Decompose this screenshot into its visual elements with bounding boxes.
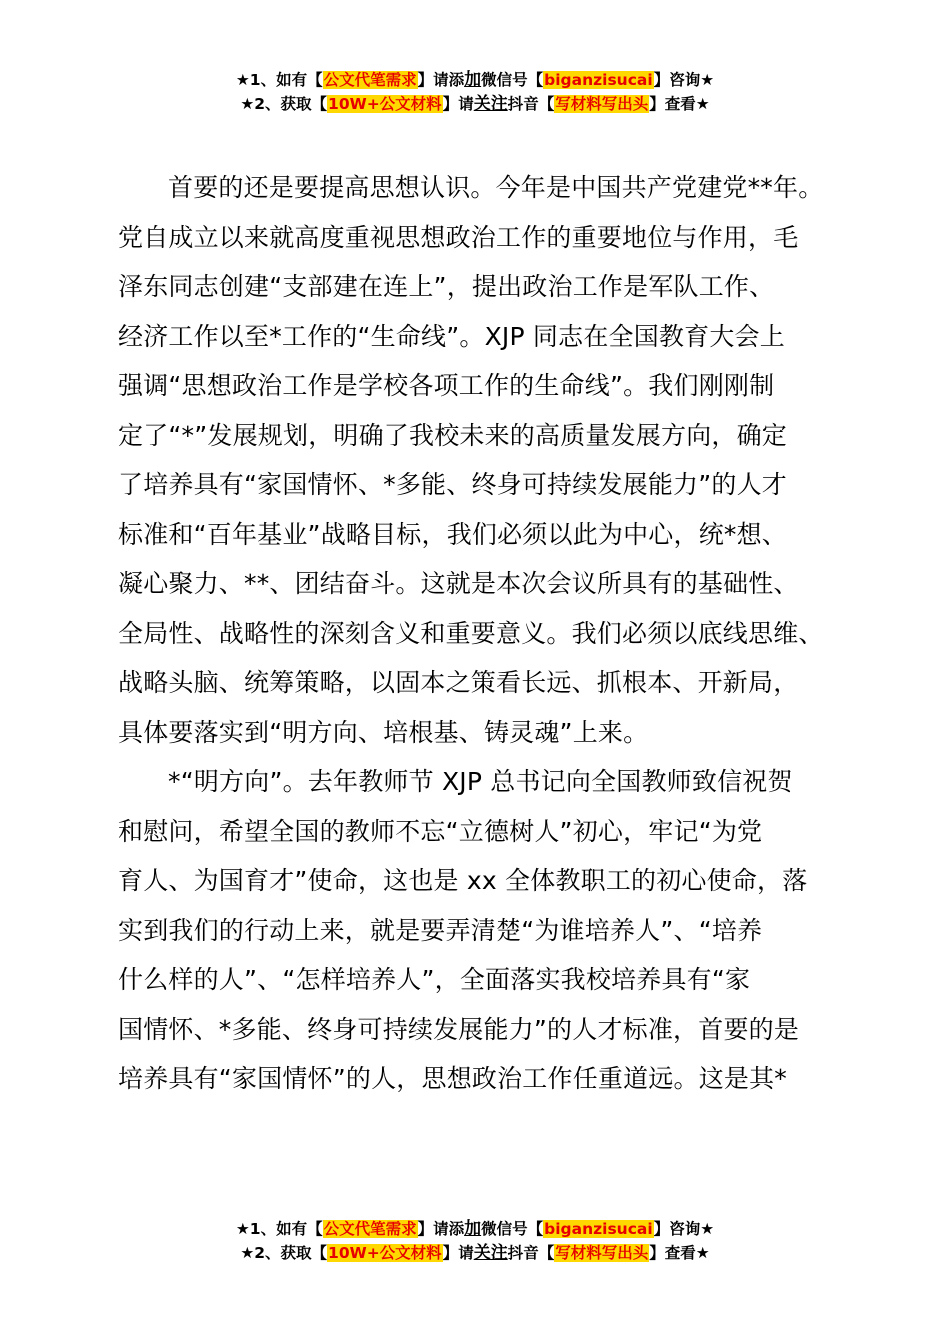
banner-prefix: ★2、获取【 [240,1244,328,1262]
banner-highlight-materials: 10W+公文材料 [328,95,442,113]
banner-emphasis: 关注 [473,1243,508,1263]
text-line: 凝心聚力、**、团结奋斗。这就是本次会议所具有的基础性、 [118,569,799,598]
banner-text: 微信号【 [481,71,544,89]
text-line: 战略头脑、统筹策略，以固本之策看长远、抓根本、开新局， [118,668,799,697]
text-line: 泽东同志创建“支部建在连上”，提出政治工作是军队工作、 [118,272,775,301]
banner-text: 抖音【 [507,1244,555,1262]
banner-text: 抖音【 [507,95,555,113]
banner-highlight-materials: 10W+公文材料 [328,1244,442,1262]
banner-suffix: 】查看★ [649,1244,710,1262]
banner-highlight-service: 公文代笔需求 [323,1220,417,1238]
text-line: 具体要落实到“明方向、培根基、铸灵魂”上来。 [118,717,649,747]
banner-suffix: 】查看★ [649,95,710,113]
text-line: 育人、为国育才”使命，这也是 xx 全体教职工的初心使命，落 [118,866,808,895]
text-line: 了培养具有“家国情怀、*多能、终身可持续发展能力”的人才 [118,470,788,499]
banner-text: 】请添 [417,71,465,89]
text-line: 经济工作以至*工作的“生命线”。XJP 同志在全国教育大会上 [118,321,785,351]
banner-line-1 [0,68,950,92]
banner-emphasis: 加 [464,70,482,90]
banner-highlight-wechat-id: biganzisucai [544,1220,653,1238]
header-banner [0,68,950,116]
footer-banner [0,1217,950,1265]
text-line: 全局性、战略性的深刻含义和重要意义。我们必须以底线思维、 [118,618,824,648]
banner-suffix: 】咨询★ [653,1220,715,1238]
banner-line-1 [0,1217,950,1241]
banner-highlight-service: 公文代笔需求 [323,71,417,89]
banner-highlight-wechat-id: biganzisucai [544,71,653,89]
text-line: 强调“思想政治工作是学校各项工作的生命线”。我们刚刚制 [118,371,775,400]
banner-prefix: ★1、如有【 [235,71,323,89]
text-line: *“明方向”。去年教师节 XJP 总书记向全国教师致信祝贺 [168,767,793,796]
banner-text: 】请 [442,95,474,113]
text-line: 国情怀、*多能、终身可持续发展能力”的人才标准，首要的是 [118,1014,800,1044]
banner-prefix: ★2、获取【 [240,95,328,113]
banner-highlight-douyin: 写材料写出头 [555,95,649,113]
text-line: 和慰问，希望全国的教师不忘“立德树人”初心，牢记“为党 [118,816,763,846]
text-line: 党自成立以来就高度重视思想政治工作的重要地位与作用，毛 [118,222,799,252]
banner-emphasis: 加 [464,1219,482,1239]
banner-prefix: ★1、如有【 [235,1220,323,1238]
banner-suffix: 】咨询★ [653,71,715,89]
banner-emphasis: 关注 [473,94,508,114]
banner-line-2 [0,92,950,116]
text-line: 标准和“百年基业”战略目标，我们必须以此为中心，统*想、 [118,519,788,549]
text-line: 定了“*”发展规划，明确了我校未来的高质量发展方向，确定 [118,420,788,450]
text-line: 首要的还是要提高思想认识。今年是中国共产党建党**年。 [168,173,824,202]
text-line: 什么样的人”、“怎样培养人”，全面落实我校培养具有“家 [118,965,751,994]
paragraph-2 [118,757,838,1104]
paragraph-1 [118,163,838,757]
banner-line-2 [0,1241,950,1265]
banner-text: 】请添 [417,1220,465,1238]
banner-text: 】请 [442,1244,474,1262]
banner-highlight-douyin: 写材料写出头 [555,1244,649,1262]
document-body [118,163,838,1104]
banner-text: 微信号【 [481,1220,544,1238]
text-line: 培养具有“家国情怀”的人，思想政治工作任重道远。这是其* [118,1064,788,1093]
text-line: 实到我们的行动上来，就是要弄清楚“为谁培养人”、“培养 [118,915,763,945]
